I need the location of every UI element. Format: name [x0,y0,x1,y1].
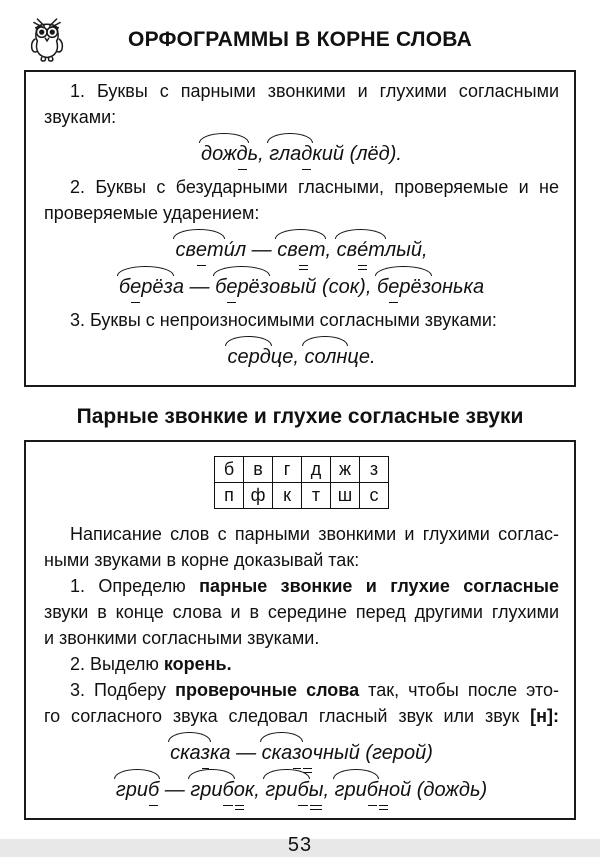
step-1 [44,573,559,651]
text-line: 3. Буквы с непроизносимыми согласными звуками: [70,310,497,330]
letter-cell: к [273,483,302,509]
example-word: сердце, [227,346,299,368]
double-underline-letter: о [301,742,313,764]
root-arc: гриб [190,779,234,801]
example-word: све́тлый, [336,239,428,261]
root-arc: дожд [201,143,248,165]
root-arc: серд [227,346,271,368]
root-arc: сказ [261,742,302,764]
root-arc: све́т [336,239,385,261]
root-arc: свет [175,239,224,261]
single-underline-letter: б [222,779,234,801]
step-2 [44,651,559,677]
single-underline-letter: е [226,276,238,298]
text-line: проверяемые ударением: [44,203,260,223]
example-word: грибы, [265,779,330,801]
example-word: берёза [118,276,184,298]
example-word: берёзонька [376,276,485,298]
step-3 [44,677,559,729]
letter-cell: д [302,457,331,483]
single-underline-letter: е [130,276,142,298]
orthogram-rules-box [24,70,576,387]
double-underline-letter: е [297,239,309,261]
page-title: ОРФОГРАММЫ В КОРНЕ СЛОВА [128,28,472,51]
table-row [215,457,389,483]
single-underline-letter: б [297,779,309,801]
letter-cell: с [360,483,389,509]
text-line: 2. Выделю корень. [70,654,232,674]
text-line: го согласного звука следовал гласный звук или звук [н]: [44,706,559,726]
single-underline-letter: з [292,742,302,764]
consonant-pairs-table [214,456,389,509]
root-arc: глад [269,143,313,165]
example-word: берёзовый (сок), [215,276,372,298]
text-line: 1. Определю парные звонкие и глухие согласные [70,576,559,596]
example-word: сказочный (герой) [261,742,433,764]
text-line: ными звуками в корне доказывай так: [44,550,360,570]
letter-cell: ш [331,483,360,509]
double-underline-letter: н [377,779,389,801]
rule-1-paired-consonants [44,78,559,130]
example-word [116,777,159,803]
text-line: 3. Подберу проверочные слова так, чтобы после это- [70,680,560,700]
root-arc: гриб [265,779,309,801]
text-line: 2. Буквы с безударными гласными, проверяемые и не [70,177,559,197]
text-line: и звонкими согласными звуками. [44,628,320,648]
table-row [215,483,389,509]
root-arc: солн [304,346,348,368]
owl-icon [26,16,68,69]
single-underline-letter: д [236,143,248,165]
example-word: свети́л [175,239,247,261]
single-underline-letter: б [147,779,160,801]
single-underline-letter: б [366,779,378,801]
text-line: 1. Буквы с парными звонкими и глухими согласными [70,81,559,101]
double-underline-letter: е́ [357,239,369,261]
root-arc: сказ [170,742,210,764]
example-word: гладкий (лёд). [269,143,402,165]
example-word: грибной (дождь) [334,779,488,801]
letter-cell: б [215,457,244,483]
text-line: звуками: [44,107,117,127]
example-beryoza-words: берёза — берёзовый (сок), берёзонька [118,276,485,298]
example-word: сказка [170,742,231,764]
example-skazka: сказка — сказочный (герой) [170,742,433,764]
letter-cell: т [302,483,331,509]
letter-cell: з [360,457,389,483]
letter-cell: п [215,483,244,509]
double-underline-letter: ы [308,779,324,801]
paired-consonants-box [24,440,576,820]
intro-paragraph [44,521,559,573]
example-word: солнце. [304,346,376,368]
letter-cell: в [244,457,273,483]
root-arc: гриб [115,779,160,801]
rule-2-unstressed-vowels [44,174,559,226]
example-silent-consonants [44,344,559,370]
example-word: дождь, [201,143,264,165]
page-header [0,0,600,64]
double-underline-letter: о [233,779,245,801]
section-title: Парные звонкие и глухие согласные звуки [76,405,524,428]
single-underline-letter: з [200,742,210,764]
example-paired-consonants [44,141,559,167]
text-line: Написание слов с парными звонкими и глухими соглас- [70,524,559,544]
root-arc: берёз [215,276,269,298]
single-underline-letter: д [301,143,313,165]
letter-cell: г [273,457,302,483]
page-number: 53 [287,834,313,856]
example-word: свет, [277,239,332,261]
letter-cell: ж [331,457,360,483]
example-grib: гриб — грибок, грибы, грибной (дождь) [115,779,488,801]
text-line: звуки в конце слова и в середине перед другими глухими [44,602,559,622]
example-word: грибок, [190,779,260,801]
root-arc: свет [277,239,326,261]
single-underline-letter: е [388,276,400,298]
rule-3-silent-consonants [44,307,559,333]
example-svet-words: свети́л — свет, све́тлый, [175,239,428,261]
root-arc: гриб [334,779,378,801]
root-arc: берёз [376,276,431,298]
single-underline-letter: е [195,239,208,261]
root-arc: берёз [118,276,173,298]
letter-cell: ф [244,483,273,509]
